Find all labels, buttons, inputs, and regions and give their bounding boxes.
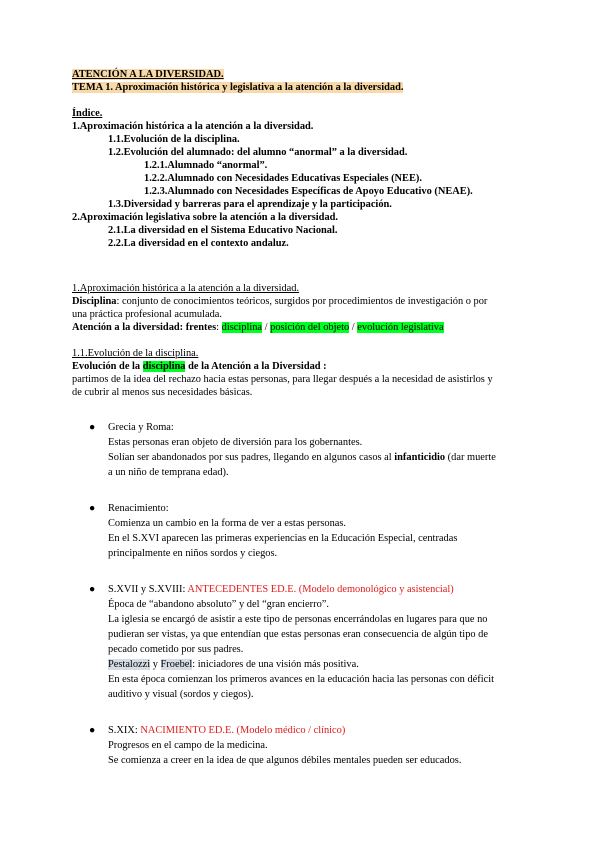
bullet-line: a un niño de temprana edad). (108, 467, 229, 478)
bullet-renacimiento (72, 501, 532, 561)
toc-item: 2.2.La diversidad en el contexto andaluz. (108, 238, 289, 249)
definition-term: Disciplina (72, 296, 117, 307)
toc-item: 1.2.Evolución del alumnado: del alumno “anormal” a la diversidad. (108, 147, 408, 158)
name-froebel: Froebel (160, 659, 193, 670)
text-run: S.XIX: (108, 725, 141, 736)
definition-line-1 (72, 295, 532, 308)
bullet-line: Comienza un cambio en la forma de ver a estas personas. (108, 518, 347, 529)
definition-line-2: una práctica profesional acumulada. (72, 309, 223, 320)
front-posicion-objeto: posición del objeto (270, 322, 350, 333)
antecedentes-label: ANTECEDENTES ED.E. (Modelo demonológico y asistencial) (187, 584, 454, 595)
bullet-xix (72, 723, 532, 768)
intro-line-2: de cubrir al menos sus necesidades básicas. (72, 387, 253, 398)
toc-item: 1.2.3.Alumnado con Necesidades Específicas de Apoyo Educativo (NEAE). (144, 186, 473, 197)
fronts-colon: : (216, 322, 222, 333)
bullet-line: Época de “abandono absoluto” y del “gran encierro”. (108, 599, 329, 610)
fronts-line (72, 321, 532, 334)
section1-heading: 1.Aproximación histórica a la atención a la diversidad. (72, 283, 300, 294)
tema-title (72, 81, 532, 94)
definition-text-1: : conjunto de conocimientos teóricos, surgidos por procedimientos de investigación o por (116, 296, 488, 307)
term-infanticidio: infanticidio (394, 452, 446, 463)
main-title (72, 68, 532, 81)
toc-item: 1.2.1.Alumnado “anormal”. (144, 160, 268, 171)
bullet-title: Grecia y Roma: (108, 422, 174, 433)
text-run: : iniciadores de una visión más positiva. (192, 659, 359, 670)
name-pestalozzi: Pestalozzi (108, 659, 151, 670)
toc-item: 2.1.La diversidad en el Sistema Educativo Nacional. (108, 225, 338, 236)
fronts-slash: / (349, 322, 358, 333)
bullet-line: La iglesia se encargó de asistir a este tipo de personas encerrándolas en lugares para que no (108, 614, 488, 625)
fronts-label: Atención a la diversidad: frentes (72, 322, 217, 333)
intro-line-1: partimos de la idea del rechazo hacia estas personas, para llegar después a la necesidad de asistirlos y (72, 374, 493, 385)
text-run: y (150, 659, 161, 670)
bullet-line: principalmente en niños sordos y ciegos. (108, 548, 278, 559)
text-run: (dar muerte (445, 452, 496, 463)
front-evolucion-legislativa: evolución legislativa (357, 322, 444, 333)
bullet-line (108, 657, 532, 672)
section11-subtitle (72, 360, 532, 373)
toc-item: 1.Aproximación histórica a la atención a la diversidad. (72, 121, 314, 132)
bullet-line: En esta época comienzan los primeros avances en la educación hacia las personas con déficit (108, 674, 495, 685)
bullet-line: pecado cometido por sus padres. (108, 644, 244, 655)
bullet-line: En el S.XVI aparecen las primeras experiencias en la Educación Especial, centradas (108, 533, 458, 544)
main-title-text: ATENCIÓN A LA DIVERSIDAD. (72, 69, 224, 80)
bullet-dot-icon: ● (89, 584, 96, 595)
index-heading: Índice. (72, 108, 103, 119)
toc-item: 1.1.Evolución de la disciplina. (108, 134, 240, 145)
subtitle-pre: Evolución de la (72, 361, 143, 372)
bullet-title (108, 723, 532, 738)
text-run: S.XVII y S.XVIII: (108, 584, 188, 595)
bullet-line: Se comienza a creer en la idea de que algunos débiles mentales pueden ser educados. (108, 755, 462, 766)
subtitle-post: de la Atención a la Diversidad : (185, 361, 327, 372)
front-disciplina: disciplina (221, 322, 263, 333)
bullet-xvii-xviii (72, 582, 532, 702)
bullet-dot-icon: ● (89, 503, 96, 514)
bullet-line: auditivo y visual (sordos y ciegos). (108, 689, 254, 700)
bullet-title (108, 582, 532, 597)
text-run: Solían ser abandonados por sus padres, llegando en algunos casos al (108, 452, 395, 463)
bullet-line: Estas personas eran objeto de diversión para los gobernantes. (108, 437, 363, 448)
section11-heading: 1.1.Evolución de la disciplina. (72, 348, 199, 359)
bullet-dot-icon: ● (89, 725, 96, 736)
nacimiento-label: NACIMIENTO ED.E. (Modelo médico / clínico) (140, 725, 346, 736)
index-list (72, 120, 532, 250)
bullet-title: Renacimiento: (108, 503, 169, 514)
bullet-line: pudieran ser vistas, ya que entendían que estas personas eran consecuencia de algún tipo de (108, 629, 488, 640)
toc-item: 1.2.2.Alumnado con Necesidades Educativas Especiales (NEE). (144, 173, 422, 184)
bullet-line: Progresos en el campo de la medicina. (108, 740, 268, 751)
toc-item: 2.Aproximación legislativa sobre la atención a la diversidad. (72, 212, 339, 223)
bullet-line (108, 450, 532, 465)
fronts-slash: / (262, 322, 271, 333)
document-page (72, 68, 532, 768)
bullet-grecia-roma (72, 420, 532, 480)
tema-title-text: TEMA 1. Aproximación histórica y legislativa a la atención a la diversidad. (72, 82, 404, 93)
bullet-dot-icon: ● (89, 422, 96, 433)
toc-item: 1.3.Diversidad y barreras para el aprendizaje y la participación. (108, 199, 392, 210)
subtitle-disciplina: disciplina (142, 361, 186, 372)
